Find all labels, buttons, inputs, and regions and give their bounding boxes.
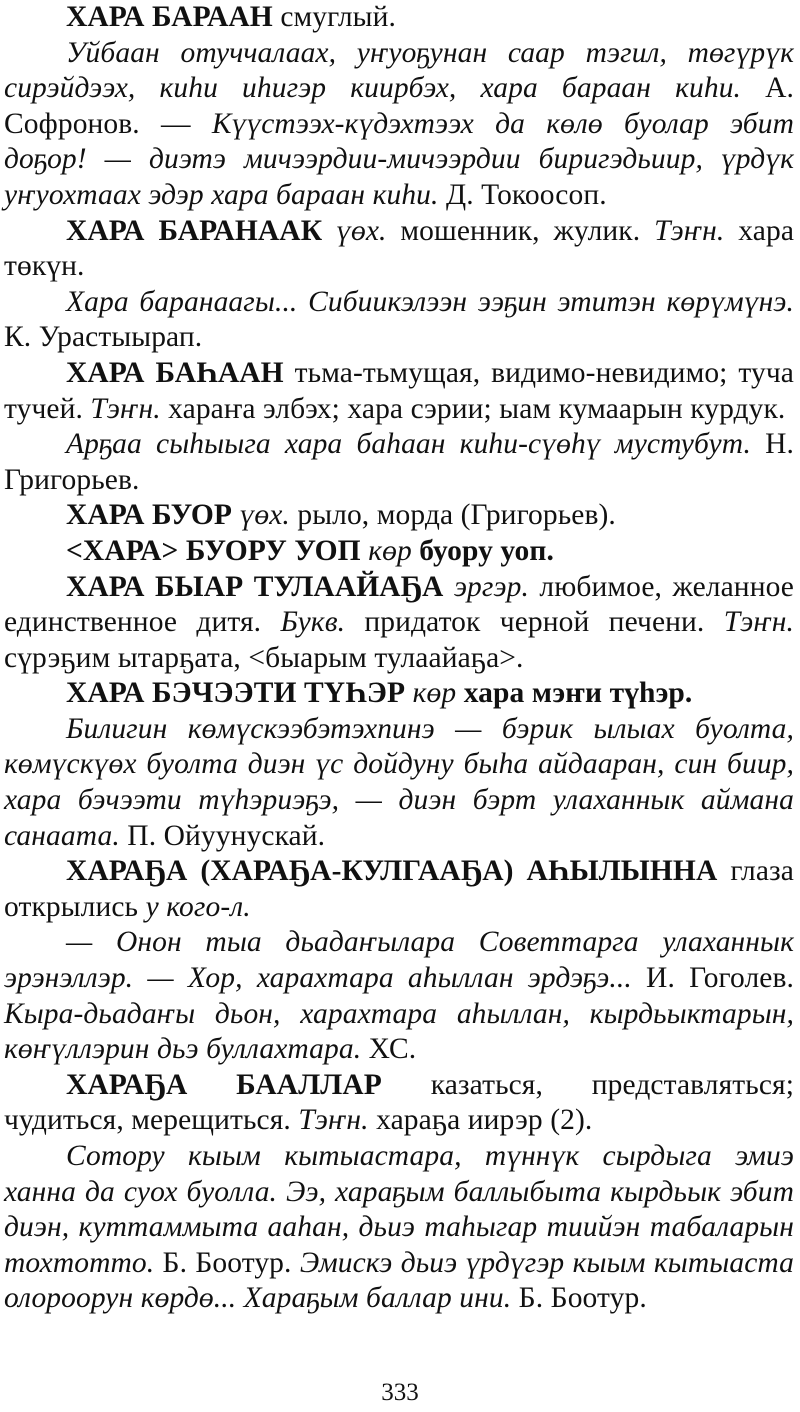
- italic-text: Тэҥн.: [90, 392, 161, 425]
- italic-text: Эмискэ дьиэ үрдүгэр кыым кытыаста олороорун көрдө... Хараҕым баллар ини.: [4, 1246, 795, 1315]
- plain-text: казаться, представляться; чудиться, мерещиться.: [4, 1068, 794, 1137]
- dictionary-entry: [4, 498, 794, 534]
- plain-text: Б. Боотур.: [154, 1246, 300, 1279]
- dictionary-entry: [4, 214, 794, 285]
- dictionary-entry: [4, 1068, 794, 1139]
- plain-text: А. Софронов. —: [4, 72, 794, 140]
- dictionary-entry: [4, 427, 794, 498]
- headword: <ХАРА> БУОРУ УОП: [66, 534, 361, 567]
- dictionary-entry: [4, 356, 794, 427]
- plain-text: Д. Токоосоп.: [438, 178, 607, 211]
- dictionary-entry: [4, 1139, 794, 1317]
- headword: ХАРА БЭЧЭЭТИ ТҮҺЭР: [66, 677, 406, 710]
- plain-text: тьма-тьмущая, видимо-невидимо; туча тучей.: [4, 356, 794, 425]
- italic-text: Арҕаа сыhыыга хара баhаан киhи-сүөhү мустубут.: [66, 428, 751, 461]
- headword: ХАРАҔА БААЛЛАР: [66, 1068, 382, 1101]
- italic-text: Билигин көмүскээбэтэхпинэ — бэрик ылыах буолта, көмүскүөх буолта диэн үс дойдуну быhа айдааран, син биир, хара бэчээти түhэриэҕэ, — диэн бэрт улаханнык аймана санаата.: [4, 712, 794, 852]
- italic-text: Уйбаан отуччалаах, уҥуоҕунан саар тэгил, төгүрүк сирэйдээх, киhи иhигэр киирбэх, хара бараан киhи.: [4, 36, 794, 105]
- headword: ХАРА БУОР: [66, 499, 233, 532]
- italic-text: эргэр.: [443, 570, 529, 603]
- plain-text: хара төкүн.: [4, 214, 795, 283]
- headword: хара мэҥи түhэр.: [456, 677, 693, 710]
- plain-text: хараҥа элбэх; хара сэрии; ыам кумаарын курдук.: [160, 392, 786, 425]
- plain-text: рыло, морда (Григорьев).: [289, 499, 616, 532]
- italic-text: Хара баранаагы... Сибиикэлээн ээҕин этитэн көрүмүнэ.: [66, 285, 794, 318]
- dictionary-entry: [4, 712, 794, 854]
- italic-text: Күүстээх-күдэхтээх да көлө буолар эбит доҕор! — диэтэ мичээрдии-мичээрдии биригэдьиир, үрдүк уҥуохтаах эдэр хара бараан киhи.: [4, 107, 794, 211]
- plain-text: придаток черной печени.: [345, 606, 724, 639]
- italic-text: көр: [360, 534, 412, 567]
- plain-text: К. Урастыырап.: [4, 321, 203, 354]
- italic-text: Тэҥн.: [723, 606, 794, 639]
- plain-text: И. Гоголев.: [631, 962, 794, 995]
- italic-text: үөх.: [232, 499, 290, 532]
- page-number: 333: [381, 1379, 419, 1406]
- italic-text: Тэҥн.: [298, 1104, 369, 1137]
- plain-text: ХС.: [361, 1033, 417, 1066]
- dictionary-entry: [4, 854, 794, 925]
- plain-text: сүрэҕим ытарҕата, <быарым тулаайаҕа>.: [4, 641, 524, 674]
- italic-text: Сотору кыым кытыастара, түннүк сырдыга эмиэ ханна да суох буолла. Ээ, хараҕым баллыбыта кырдьык эбит диэн, куттаммыта ааhан, дьиэ таhыгар тиийэн табаларын тохтотто.: [4, 1140, 794, 1279]
- plain-text: Б. Боотур.: [511, 1282, 647, 1315]
- plain-text: смуглый.: [272, 1, 396, 33]
- italic-text: у кого-л.: [145, 890, 251, 923]
- italic-text: — Онон тыа дьадаҥылара Советтарга улаханнык эрэнэллэр. — Хор, харахтара аhыллан эрдэҕэ...: [4, 926, 794, 995]
- dictionary-entry: [4, 36, 794, 214]
- dictionary-entry: [4, 0, 794, 36]
- headword: буору уоп.: [411, 534, 554, 567]
- italic-text: көр: [405, 677, 457, 710]
- plain-text: хараҕа иирэр (2).: [368, 1104, 593, 1137]
- dictionary-entry: [4, 676, 794, 712]
- headword: ХАРА БАРААН: [66, 1, 273, 33]
- plain-text: глаза открылись: [4, 855, 795, 923]
- plain-text: П. Ойуунускай.: [119, 819, 326, 852]
- italic-text: Кыра-дьадаҥы дьон, харахтара аhыллан, кырдьыктарын, көҥүллэрин дьэ буллахтара.: [4, 997, 794, 1066]
- plain-text: мошенник, жулик.: [386, 214, 655, 247]
- dictionary-entry: [4, 570, 794, 677]
- dictionary-entry: [4, 534, 794, 570]
- italic-text: Букв.: [280, 606, 346, 639]
- dictionary-entry: [4, 285, 794, 356]
- plain-text: Н. Григорьев.: [4, 428, 794, 496]
- headword: ХАРА БЫАР ТУЛААЙАҔА: [66, 570, 444, 603]
- headword: ХАРА БАРАНААК: [66, 214, 323, 247]
- italic-text: Тэҥн.: [654, 214, 725, 247]
- headword: ХАРАҔА (ХАРАҔА-КУЛГААҔА) АҺЫЛЫННА: [66, 855, 718, 888]
- dictionary-entry: [4, 925, 794, 1067]
- plain-text: любимое, желанное единственное дитя.: [4, 570, 794, 639]
- entry-column: [4, 0, 794, 1317]
- headword: ХАРА БАҺААН: [66, 356, 284, 389]
- italic-text: үөх.: [322, 214, 387, 247]
